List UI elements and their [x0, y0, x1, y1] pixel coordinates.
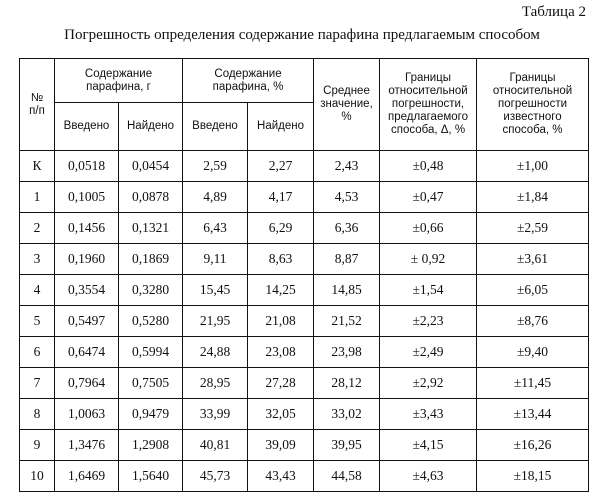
- cell-bounds-proposed: ±0,47: [380, 182, 477, 213]
- header-mean: Среднее значение, %: [314, 59, 380, 151]
- cell-found-g: 0,7505: [119, 368, 183, 399]
- table-row: [20, 244, 589, 275]
- cell-bounds-known: ±18,15: [477, 461, 589, 492]
- cell-mean-value: 33,02: [314, 399, 380, 430]
- cell-found-g: 0,5994: [119, 337, 183, 368]
- cell-row-num: 1: [20, 182, 55, 213]
- cell-bounds-known: ±9,40: [477, 337, 589, 368]
- cell-bounds-known: ±1,84: [477, 182, 589, 213]
- cell-bounds-proposed: ±0,48: [380, 151, 477, 182]
- data-table: [19, 58, 589, 492]
- cell-bounds-known: ±6,05: [477, 275, 589, 306]
- table-row: [20, 337, 589, 368]
- cell-found-pct: 4,17: [248, 182, 314, 213]
- cell-bounds-known: ±1,00: [477, 151, 589, 182]
- cell-row-num: 3: [20, 244, 55, 275]
- cell-mean-value: 4,53: [314, 182, 380, 213]
- cell-found-pct: 21,08: [248, 306, 314, 337]
- cell-row-num: 5: [20, 306, 55, 337]
- cell-found-pct: 27,28: [248, 368, 314, 399]
- cell-bounds-proposed: ±2,92: [380, 368, 477, 399]
- table-row: [20, 368, 589, 399]
- cell-mean-value: 6,36: [314, 213, 380, 244]
- cell-found-pct: 43,43: [248, 461, 314, 492]
- header-bounds-known: Границы относительной погрешности известного способа, %: [477, 59, 589, 151]
- cell-mean-value: 28,12: [314, 368, 380, 399]
- table-row: [20, 306, 589, 337]
- cell-mean-value: 23,98: [314, 337, 380, 368]
- table-row: [20, 182, 589, 213]
- header-content-g: Содержание парафина, г: [55, 59, 183, 103]
- cell-found-g: 0,1869: [119, 244, 183, 275]
- cell-row-num: 8: [20, 399, 55, 430]
- cell-introduced-pct: 6,43: [183, 213, 248, 244]
- header-found-pct: Найдено: [248, 103, 314, 151]
- cell-bounds-proposed: ±2,49: [380, 337, 477, 368]
- cell-row-num: 9: [20, 430, 55, 461]
- header-found-g: Найдено: [119, 103, 183, 151]
- cell-found-pct: 8,63: [248, 244, 314, 275]
- cell-found-pct: 2,27: [248, 151, 314, 182]
- cell-introduced-g: 0,7964: [55, 368, 119, 399]
- table-row: [20, 213, 589, 244]
- header-num: № п/п: [20, 59, 55, 151]
- table-body: [20, 151, 589, 492]
- cell-found-g: 1,2908: [119, 430, 183, 461]
- cell-introduced-g: 0,5497: [55, 306, 119, 337]
- cell-introduced-g: 1,0063: [55, 399, 119, 430]
- cell-mean-value: 2,43: [314, 151, 380, 182]
- table-title: Погрешность определения содержание парафина предлагаемым способом: [64, 27, 540, 43]
- cell-introduced-pct: 33,99: [183, 399, 248, 430]
- table-row: [20, 399, 589, 430]
- cell-found-pct: 6,29: [248, 213, 314, 244]
- cell-row-num: 7: [20, 368, 55, 399]
- cell-bounds-known: ±2,59: [477, 213, 589, 244]
- cell-found-pct: 39,09: [248, 430, 314, 461]
- header-content-pct: Содержание парафина, %: [183, 59, 314, 103]
- table-number: Таблица 2: [521, 4, 586, 20]
- cell-mean-value: 39,95: [314, 430, 380, 461]
- cell-bounds-proposed: ±4,15: [380, 430, 477, 461]
- cell-bounds-proposed: ±2,23: [380, 306, 477, 337]
- cell-bounds-known: ±13,44: [477, 399, 589, 430]
- cell-introduced-pct: 4,89: [183, 182, 248, 213]
- cell-introduced-pct: 9,11: [183, 244, 248, 275]
- cell-found-g: 0,1321: [119, 213, 183, 244]
- cell-mean-value: 44,58: [314, 461, 380, 492]
- cell-bounds-proposed: ±1,54: [380, 275, 477, 306]
- cell-found-pct: 23,08: [248, 337, 314, 368]
- cell-bounds-proposed: ± 0,92: [380, 244, 477, 275]
- cell-introduced-pct: 28,95: [183, 368, 248, 399]
- cell-introduced-g: 1,3476: [55, 430, 119, 461]
- cell-row-num: 2: [20, 213, 55, 244]
- cell-found-g: 0,0878: [119, 182, 183, 213]
- table-row: [20, 430, 589, 461]
- cell-found-g: 1,5640: [119, 461, 183, 492]
- cell-mean-value: 21,52: [314, 306, 380, 337]
- cell-found-g: 0,9479: [119, 399, 183, 430]
- header-introduced-pct: Введено: [183, 103, 248, 151]
- cell-introduced-pct: 21,95: [183, 306, 248, 337]
- cell-found-pct: 14,25: [248, 275, 314, 306]
- cell-introduced-g: 0,1960: [55, 244, 119, 275]
- cell-introduced-pct: 45,73: [183, 461, 248, 492]
- cell-introduced-g: 0,0518: [55, 151, 119, 182]
- table-row: [20, 151, 589, 182]
- cell-found-g: 0,5280: [119, 306, 183, 337]
- cell-mean-value: 14,85: [314, 275, 380, 306]
- cell-bounds-known: ±11,45: [477, 368, 589, 399]
- table-row: [20, 461, 589, 492]
- cell-row-num: 10: [20, 461, 55, 492]
- table-row: [20, 275, 589, 306]
- cell-row-num: 4: [20, 275, 55, 306]
- cell-found-pct: 32,05: [248, 399, 314, 430]
- cell-bounds-proposed: ±0,66: [380, 213, 477, 244]
- cell-introduced-pct: 2,59: [183, 151, 248, 182]
- cell-bounds-known: ±3,61: [477, 244, 589, 275]
- cell-row-num: К: [20, 151, 55, 182]
- cell-bounds-proposed: ±4,63: [380, 461, 477, 492]
- cell-introduced-g: 0,6474: [55, 337, 119, 368]
- header-bounds-proposed: Границы относительной погрешности, предлагаемого способа, Δ, %: [380, 59, 477, 151]
- cell-introduced-g: 0,3554: [55, 275, 119, 306]
- cell-introduced-g: 1,6469: [55, 461, 119, 492]
- cell-introduced-pct: 40,81: [183, 430, 248, 461]
- cell-found-g: 0,0454: [119, 151, 183, 182]
- cell-mean-value: 8,87: [314, 244, 380, 275]
- cell-introduced-pct: 15,45: [183, 275, 248, 306]
- cell-bounds-proposed: ±3,43: [380, 399, 477, 430]
- cell-bounds-known: ±16,26: [477, 430, 589, 461]
- cell-introduced-g: 0,1005: [55, 182, 119, 213]
- cell-bounds-known: ±8,76: [477, 306, 589, 337]
- cell-introduced-g: 0,1456: [55, 213, 119, 244]
- cell-row-num: 6: [20, 337, 55, 368]
- cell-found-g: 0,3280: [119, 275, 183, 306]
- cell-introduced-pct: 24,88: [183, 337, 248, 368]
- header-introduced-g: Введено: [55, 103, 119, 151]
